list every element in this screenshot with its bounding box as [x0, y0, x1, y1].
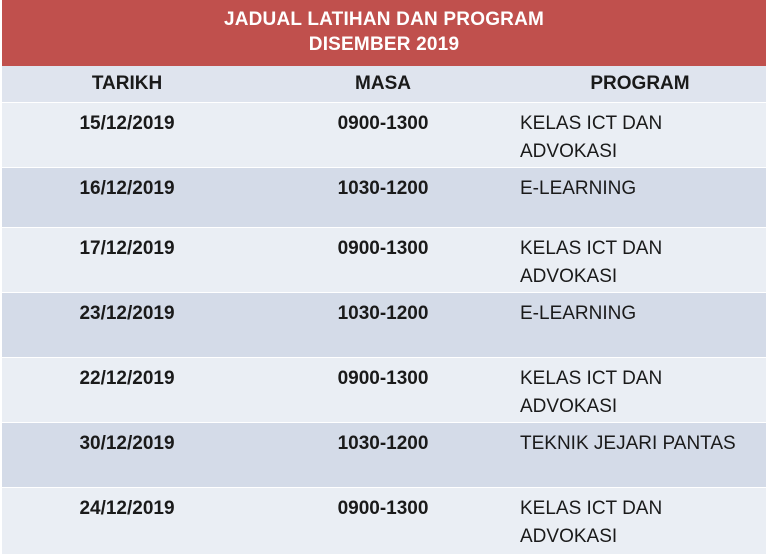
program-line-1: KELAS ICT DAN — [520, 113, 663, 134]
cell-masa: 0900-1300 — [337, 238, 429, 259]
cell-masa: 0900-1300 — [337, 498, 429, 519]
cell-tarikh: 24/12/2019 — [79, 498, 175, 519]
table-title — [2, 0, 766, 66]
cell-masa: 1030-1200 — [337, 433, 429, 454]
cell-tarikh: 15/12/2019 — [79, 113, 175, 134]
title-line-2: DISEMBER 2019 — [308, 34, 460, 55]
cell-program — [514, 293, 766, 357]
column-header-program: PROGRAM — [590, 73, 690, 94]
table-row — [2, 357, 766, 422]
program-line-2: ADVOKASI — [520, 141, 618, 162]
cell-masa: 1030-1200 — [337, 303, 429, 324]
program-line-2: ADVOKASI — [520, 526, 618, 547]
table-row — [2, 422, 766, 487]
program-line-1: KELAS ICT DAN — [520, 368, 663, 389]
cell-tarikh: 17/12/2019 — [79, 238, 175, 259]
program-line-2: ADVOKASI — [520, 396, 618, 417]
cell-program — [514, 168, 766, 227]
cell-tarikh: 22/12/2019 — [79, 368, 175, 389]
program-line-1: TEKNIK JEJARI PANTAS — [520, 433, 736, 454]
cell-masa: 0900-1300 — [337, 113, 429, 134]
cell-program — [514, 103, 766, 167]
cell-program — [514, 228, 766, 292]
table-header — [2, 66, 766, 102]
column-header-masa: MASA — [355, 73, 411, 94]
program-line-1: KELAS ICT DAN — [520, 238, 663, 259]
column-header-tarikh: TARIKH — [91, 73, 163, 94]
cell-program — [514, 423, 766, 487]
program-line-1: E-LEARNING — [520, 178, 637, 199]
program-line-2: ADVOKASI — [520, 266, 618, 287]
title-line-1: JADUAL LATIHAN DAN PROGRAM — [223, 9, 545, 30]
table-row — [2, 292, 766, 357]
program-line-1: KELAS ICT DAN — [520, 498, 663, 519]
cell-tarikh: 30/12/2019 — [79, 433, 175, 454]
cell-tarikh: 16/12/2019 — [79, 178, 175, 199]
table-row — [2, 227, 766, 292]
cell-program — [514, 488, 766, 554]
table-row — [2, 102, 766, 167]
cell-tarikh: 23/12/2019 — [79, 303, 175, 324]
table-row — [2, 167, 766, 227]
cell-program — [514, 358, 766, 422]
table-row — [2, 487, 766, 554]
program-line-1: E-LEARNING — [520, 303, 637, 324]
cell-masa: 1030-1200 — [337, 178, 429, 199]
cell-masa: 0900-1300 — [337, 368, 429, 389]
